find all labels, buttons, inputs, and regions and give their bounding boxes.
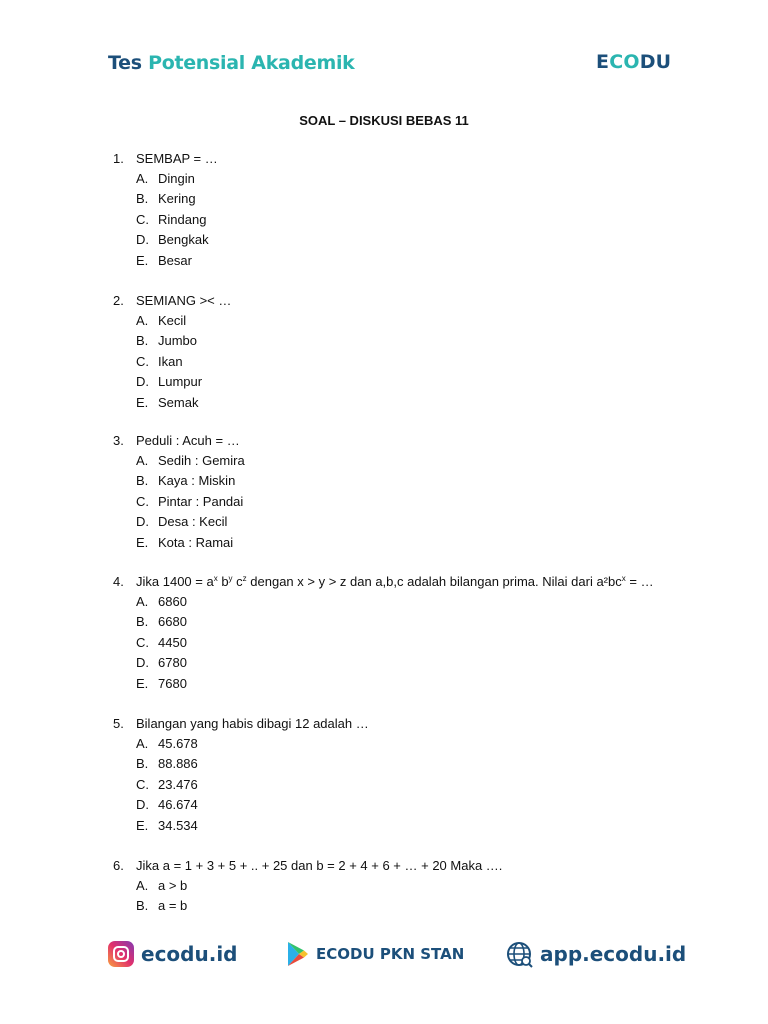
option-text: Desa : Kecil: [158, 514, 228, 530]
option-c: [0, 775, 700, 795]
question-4: [0, 572, 700, 694]
option-e: [0, 674, 700, 694]
option-text: a = b: [158, 898, 188, 914]
option-e: [0, 816, 700, 836]
option-letter: A.: [136, 878, 149, 893]
question-5: [0, 714, 700, 836]
option-text: Semak: [158, 394, 199, 410]
option-b: [0, 612, 700, 632]
option-letter: C.: [136, 211, 149, 227]
option-d: [0, 512, 700, 532]
globe-icon: [505, 940, 533, 968]
option-text: Sedih : Gemira: [158, 453, 245, 468]
option-a: [0, 592, 700, 612]
brand-title-part1: Tes: [108, 52, 142, 74]
option-a: [0, 451, 700, 471]
logo-part1: E: [596, 51, 610, 73]
option-letter: E.: [136, 675, 149, 691]
option-b: [0, 896, 700, 916]
option-d: [0, 653, 700, 673]
page-header: [0, 0, 768, 90]
question-text: Bilangan yang habis dibagi 12 adalah …: [136, 716, 369, 731]
option-letter: D.: [136, 655, 149, 671]
option-c: [0, 492, 700, 512]
google-play-label: ECODU PKN STAN: [316, 945, 465, 963]
instagram-link[interactable]: [108, 936, 237, 972]
option-text: Kaya : Miskin: [158, 473, 236, 489]
page-footer: [0, 936, 768, 976]
option-text: Ikan: [158, 353, 183, 369]
question-number: 6.: [113, 858, 124, 873]
option-text: Besar: [158, 252, 192, 268]
question-number: 5.: [113, 716, 124, 731]
question-6: [0, 856, 700, 917]
option-letter: E.: [136, 252, 149, 268]
logo-part2: CO: [609, 51, 640, 73]
question-number: 4.: [113, 574, 124, 589]
question-text: SEMBAP = …: [136, 151, 218, 166]
option-a: [0, 169, 700, 189]
option-a: [0, 734, 700, 754]
option-d: [0, 372, 700, 392]
ecodu-logo: [596, 51, 671, 73]
option-letter: B.: [136, 191, 149, 207]
option-letter: C.: [136, 776, 149, 792]
option-letter: B.: [136, 333, 149, 349]
option-text: 4450: [158, 634, 187, 650]
option-letter: B.: [136, 614, 149, 630]
web-app-label: app.ecodu.id: [540, 942, 687, 966]
option-b: [0, 331, 700, 351]
option-d: [0, 230, 700, 250]
option-letter: E.: [136, 394, 149, 410]
option-letter: D.: [136, 797, 149, 813]
option-letter: D.: [136, 514, 149, 530]
option-e: [0, 251, 700, 271]
option-a: [0, 311, 700, 331]
option-text: 23.476: [158, 776, 198, 792]
option-letter: E.: [136, 534, 149, 550]
option-c: [0, 633, 700, 653]
option-text: 6780: [158, 655, 187, 671]
question-text: Jika a = 1 + 3 + 5 + .. + 25 dan b = 2 + 4 + 6 + … + 20 Maka ….: [136, 858, 503, 873]
web-app-link[interactable]: [505, 936, 686, 972]
question-text: Jika $1400 = a^x$ $b^y$ $c^z$ dengan x > y > z dan a,b,c adalah bilangan prima. Nilai dari $a^2bc^x$ = …: [136, 574, 654, 589]
question-3: [0, 431, 700, 553]
document-title: SOAL – DISKUSI BEBAS 11: [299, 113, 469, 128]
option-text: Bengkak: [158, 232, 209, 248]
option-e: [0, 533, 700, 553]
option-d: [0, 795, 700, 815]
option-text: 6860: [158, 594, 187, 609]
question-number: 3.: [113, 433, 124, 448]
question-text: SEMIANG >< …: [136, 293, 232, 308]
option-a: [0, 876, 700, 896]
option-text: Jumbo: [158, 333, 198, 349]
question-text: Peduli : Acuh = …: [136, 433, 240, 448]
option-letter: A.: [136, 594, 149, 609]
option-text: 88.886: [158, 756, 198, 772]
option-c: [0, 210, 700, 230]
option-text: Kota : Ramai: [158, 534, 234, 550]
option-e: [0, 393, 700, 413]
option-letter: B.: [136, 473, 149, 489]
option-text: 34.534: [158, 817, 198, 833]
option-text: 6680: [158, 614, 187, 630]
option-text: 45.678: [158, 736, 198, 751]
option-letter: A.: [136, 736, 149, 751]
instagram-label: ecodu.id: [141, 942, 238, 966]
brand-title: [108, 52, 355, 74]
option-b: [0, 189, 700, 209]
question-1: [0, 149, 700, 271]
question-number: 2.: [113, 293, 124, 308]
option-c: [0, 352, 700, 372]
google-play-link[interactable]: [287, 936, 464, 972]
option-text: Dingin: [158, 171, 195, 186]
option-letter: D.: [136, 374, 149, 390]
option-b: [0, 471, 700, 491]
option-text: a > b: [158, 878, 188, 893]
option-letter: B.: [136, 898, 149, 914]
option-letter: E.: [136, 817, 149, 833]
option-text: 46.674: [158, 797, 198, 813]
brand-title-part2: Potensial Akademik: [148, 52, 355, 74]
question-number: 1.: [113, 151, 124, 166]
google-play-icon: [287, 941, 309, 967]
question-2: [0, 291, 700, 413]
instagram-icon: [108, 941, 134, 967]
option-letter: A.: [136, 171, 149, 186]
option-text: Rindang: [158, 211, 207, 227]
logo-part3: DU: [639, 51, 672, 73]
option-b: [0, 754, 700, 774]
option-letter: A.: [136, 313, 149, 328]
option-letter: A.: [136, 453, 149, 468]
option-text: Lumpur: [158, 374, 203, 390]
option-text: 7680: [158, 675, 187, 691]
option-letter: D.: [136, 232, 149, 248]
option-letter: C.: [136, 353, 149, 369]
option-letter: C.: [136, 493, 149, 509]
option-text: Kering: [158, 191, 196, 207]
option-letter: C.: [136, 634, 149, 650]
option-text: Pintar : Pandai: [158, 493, 244, 509]
option-letter: B.: [136, 756, 149, 772]
option-text: Kecil: [158, 313, 187, 328]
